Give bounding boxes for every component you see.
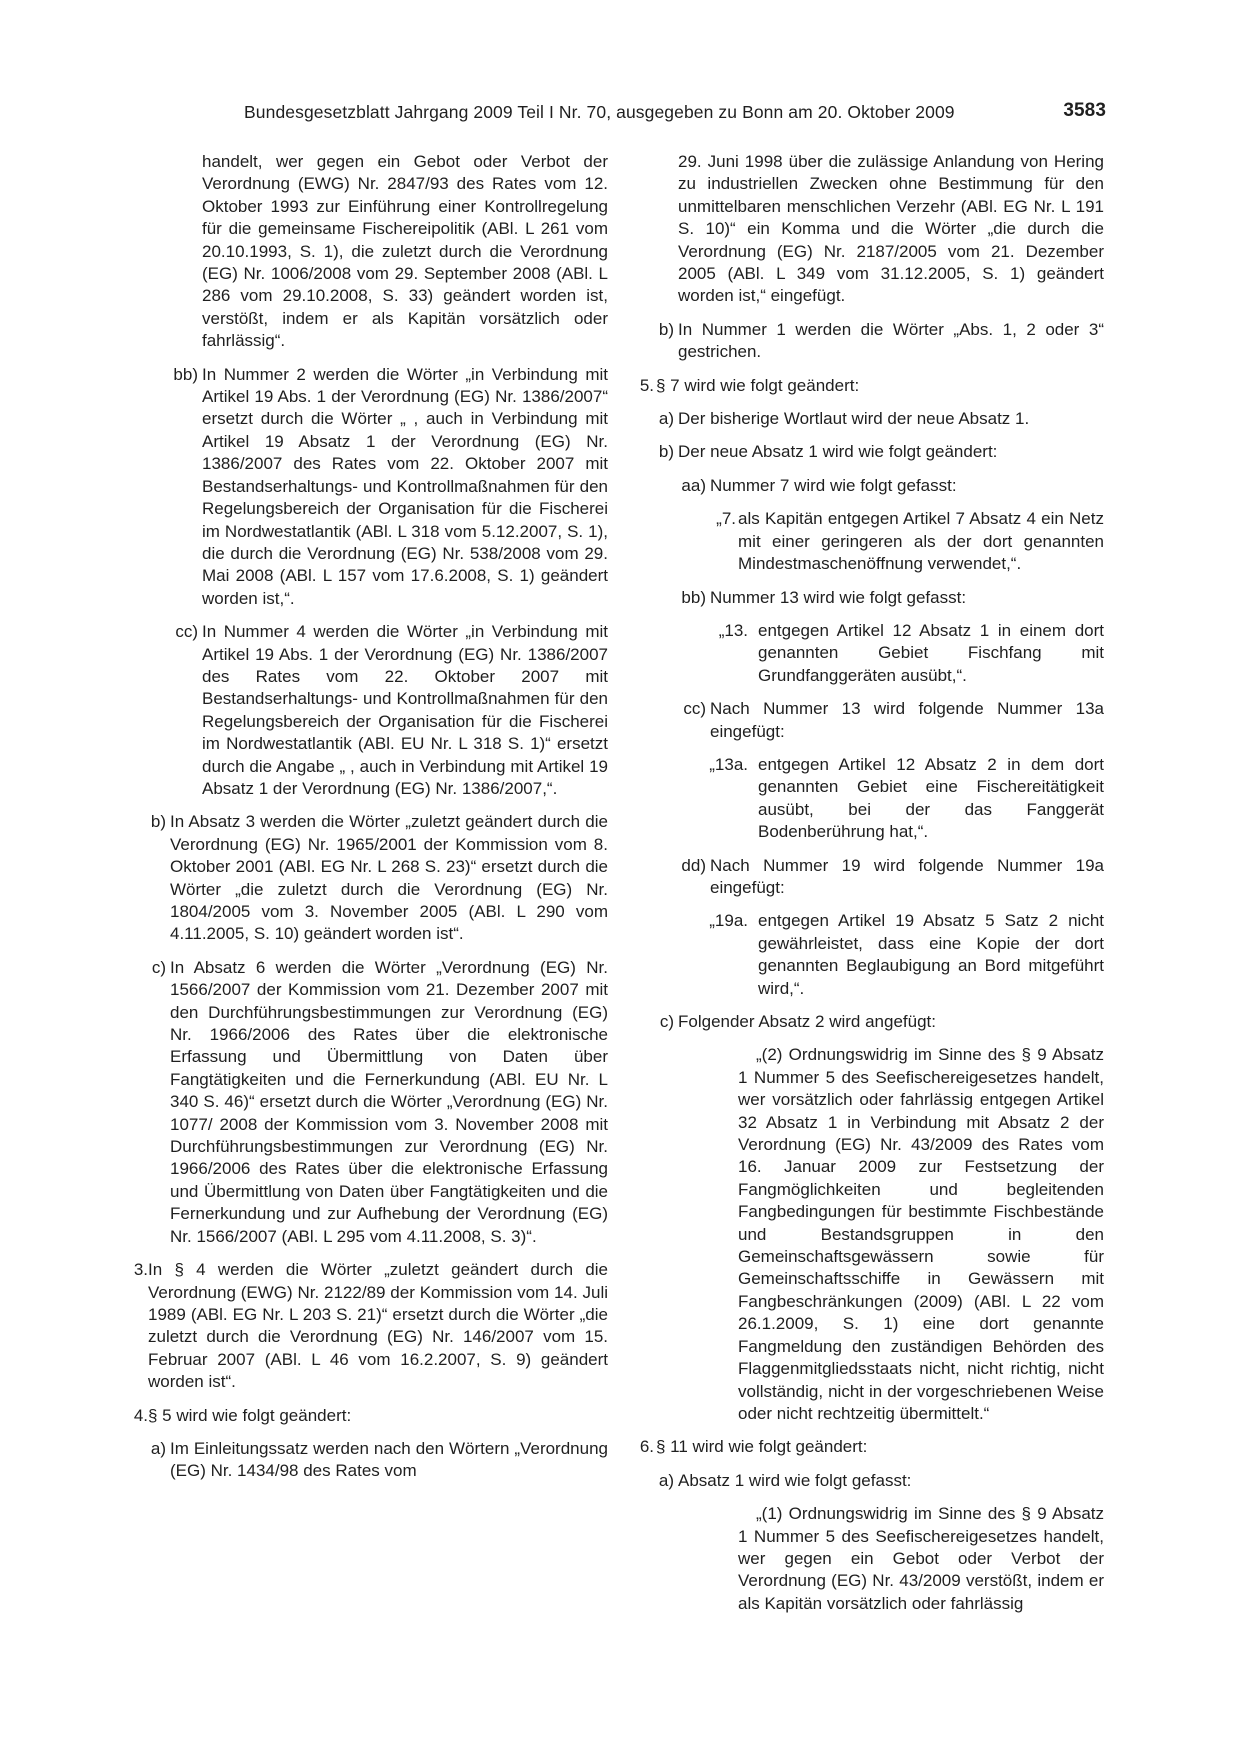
item-text: Nummer 13 wird wie folgt gefasst: (710, 587, 967, 607)
item-text: § 7 wird wie folgt geändert: (656, 375, 860, 395)
item-text: In Nummer 4 werden die Wörter „in Verbindung mit Artikel 19 Abs. 1 der Verordnung (EG) Nr. 1386/2007 des Rates vom 22. Oktober 2007 mit Bestandserhaltungs- und Kontrollmaßnahmen für den Regelungsbereich der Organisation für die Fischerei im Nordwestatlantik (ABl. EU Nr. L 318 S. 1)“ ersetzt durch die Angabe „ , auch in Verbindung mit Artikel 19 Absatz 1 der Verordnung (EG) Nr. 1386/2007,“. (202, 622, 608, 798)
right-column (640, 151, 1104, 1615)
item-label: 4. (133, 1405, 148, 1425)
item-text: Folgender Absatz 2 wird angefügt: (678, 1012, 936, 1031)
item-label: c) (659, 1012, 674, 1031)
item-label: bb) (681, 587, 706, 607)
item-text: Der bisherige Wortlaut wird der neue Absatz 1. (678, 409, 1030, 429)
item-text: „(1) Ordnungswidrig im Sinne des § 9 Absatz 1 Nummer 5 des Seefischereigesetzes handelt, wer gegen ein Gebot oder Verbot der Verordnung (EG) Nr. 43/2009 verstößt, indem er als Kapitän vorsätzlich oder fahrlässig (738, 1504, 1104, 1613)
paragraph-item (640, 855, 1104, 900)
item-label: aa) (681, 475, 706, 495)
item-text: Der neue Absatz 1 wird wie folgt geändert: (678, 442, 998, 462)
item-label: b) (658, 319, 674, 339)
item-label: „19a. (709, 911, 748, 931)
item-label: b) (658, 442, 674, 462)
item-label: cc) (683, 699, 706, 719)
item-text: handelt, wer gegen ein Gebot oder Verbot der Verordnung (EWG) Nr. 2847/93 des Rates vom 12. Oktober 1993 zur Einführung einer Kontrollregelung für die gemeinsame Fischereipolitik (ABl. L 261 vom 20.10.1993, S. 1), die zuletzt durch die Verordnung (EG) Nr. 1006/2008 vom 29. September 2008 (ABl. L 286 vom 29.10.2008, S. 33) geändert worden ist, verstößt, indem er als Kapitän vorsätzlich oder fahrlässig“. (202, 152, 608, 351)
item-label: „13. (718, 620, 748, 640)
item-label: „7. (716, 509, 736, 529)
item-text: „(2) Ordnungswidrig im Sinne des § 9 Absatz 1 Nummer 5 des Seefischereigesetzes handelt, wer vorsätzlich oder fahrlässig entgegen Artikel 32 Absatz 1 in Verbindung mit Absatz 2 der Verordnung (EG) Nr. 43/2009 des Rates vom 16. Januar 2009 zur Festsetzung der Fangmöglichkeiten und begleitenden Fangbedingungen für bestimmte Fischbestände und Bestandsgruppen in den Gemeinschaftsgewässern sowie für Gemeinschaftsschiffe in Gewässern mit Fangbeschränkungen (2009) (ABl. L 22 vom 26.1.2009, S. 1) eine dort genannte Fangmeldung den zuständigen Behörden des Flaggenmitgliedsstaats nicht, nicht richtig, nicht vollständig, nicht in der vorgeschriebenen Weise oder nicht rechtzeitig übermittelt.“ (738, 1045, 1104, 1423)
item-text: entgegen Artikel 19 Absatz 5 Satz 2 nicht gewährleistet, dass eine Kopie der dort genannten Beglaubigung an Bord mitgeführt wird,“. (758, 911, 1104, 998)
paragraph-item (640, 151, 1104, 308)
item-label: c) (151, 957, 166, 977)
paragraph-item (640, 1011, 1104, 1033)
paragraph-item (136, 957, 608, 1248)
item-label: cc) (175, 622, 198, 642)
item-text: Absatz 1 wird wie folgt gefasst: (678, 1470, 912, 1490)
paragraph-item (640, 1470, 1104, 1492)
paragraph-item (640, 1503, 1104, 1615)
paragraph-item (136, 151, 608, 353)
item-text: Nummer 7 wird wie folgt gefasst: (710, 475, 957, 495)
item-text: entgegen Artikel 12 Absatz 1 in einem dort genannten Gebiet Fischfang mit Grundfanggeräten ausübt,“. (758, 620, 1104, 685)
item-label: bb) (173, 364, 198, 384)
item-label: „13a. (709, 754, 748, 774)
item-label: a) (658, 409, 674, 429)
running-header (244, 100, 1106, 128)
item-text: In § 4 werden die Wörter „zuletzt geändert durch die Verordnung (EWG) Nr. 2122/89 der Kommission vom 14. Juli 1989 (ABl. EG Nr. L 203 S. 21)“ ersetzt durch die Wörter „die zuletzt durch die Verordnung (EG) Nr. 146/2007 vom 15. Februar 2007 (ABl. L 46 vom 16.2.2007, S. 9) geändert worden ist“. (148, 1260, 608, 1392)
item-text: In Nummer 2 werden die Wörter „in Verbindung mit Artikel 19 Abs. 1 der Verordnung (EG) Nr. 1386/2007“ ersetzt durch die Wörter „ , auch in Verbindung mit Artikel 19 Absatz 1 der Verordnung (EG) Nr. 1386/2007 des Rates vom 22. Oktober 2007 mit Bestandserhaltungs- und Kontrollmaßnahmen für den Regelungsbereich der Organisation für die Fischerei im Nordwestatlantik (ABl. L 318 vom 5.12.2007, S. 1), die durch die Verordnung (EG) Nr. 538/2008 vom 29. Mai 2008 (ABl. L 157 vom 17.6.2008, S. 1) geändert worden ist,“. (202, 364, 608, 608)
item-text: Im Einleitungssatz werden nach den Wörtern „Verordnung (EG) Nr. 1434/98 des Rates vom (170, 1438, 608, 1481)
paragraph-item (640, 698, 1104, 743)
item-text: Nach Nummer 19 wird folgende Nummer 19a eingefügt: (710, 855, 1104, 897)
item-text: In Absatz 3 werden die Wörter „zuletzt geändert durch die Verordnung (EG) Nr. 1965/2001 der Kommission vom 8. Oktober 2001 (ABl. EG Nr. L 268 S. 23)“ ersetzt durch die Wörter „die zuletzt durch die Verordnung (EG) Nr. 1804/2005 vom 3. November 2005 (ABl. L 290 vom 4.11.2005, S. 10) geändert worden ist“. (170, 812, 608, 944)
paragraph-item (640, 508, 1104, 575)
paragraph-item (136, 364, 608, 610)
item-text: § 11 wird wie folgt geändert: (656, 1437, 868, 1457)
paragraph-item (640, 441, 1104, 463)
paragraph-item (136, 1438, 608, 1483)
item-text: § 5 wird wie folgt geändert: (148, 1405, 352, 1425)
header-title: Bundesgesetzblatt Jahrgang 2009 Teil I Nr. 70, ausgegeben zu Bonn am 20. Oktober 2009 (244, 102, 955, 122)
paragraph-item (136, 811, 608, 945)
paragraph-item (640, 587, 1104, 609)
paragraph-item (640, 1436, 1104, 1458)
item-label: dd) (681, 855, 706, 875)
item-text: entgegen Artikel 12 Absatz 2 in dem dort genannten Gebiet eine Fischereitätigkeit ausübt, bei der das Fanggerät Bodenberührung hat,“. (758, 754, 1104, 842)
paragraph-item (640, 475, 1104, 497)
item-label: 3. (133, 1260, 148, 1280)
item-text: 29. Juni 1998 über die zulässige Anlandung von Hering zu industriellen Zwecken ohne Bestimmung für den unmittelbaren menschlichen Verzehr (ABl. EG Nr. L 191 S. 10)“ ein Komma und die Wörter „die durch die Verordnung (EG) Nr. 2187/2005 vom 21. Dezember 2005 (ABl. L 349 vom 31.12.2005, S. 1) geändert worden ist,“ eingefügt. (678, 152, 1104, 306)
item-text: als Kapitän entgegen Artikel 7 Absatz 4 ein Netz mit einer geringeren als der dort genannten Mindestmaschenöffnung verwendet,“. (738, 509, 1104, 574)
paragraph-item (640, 910, 1104, 1000)
paragraph-item (640, 375, 1104, 397)
paragraph-item (133, 1259, 608, 1393)
item-label: 5. (639, 375, 654, 395)
item-label: 6. (639, 1437, 654, 1457)
item-label: b) (150, 812, 166, 832)
paragraph-item (133, 1405, 608, 1427)
paragraph-item (640, 620, 1104, 687)
paragraph-item (640, 319, 1104, 364)
item-label: a) (150, 1438, 166, 1458)
left-column (133, 151, 608, 1483)
item-text: In Absatz 6 werden die Wörter „Verordnung (EG) Nr. 1566/2007 der Kommission vom 21. Dezember 2007 mit den Durchführungsbestimmungen zur Verordnung (EG) Nr. 1966/2006 des Rates über die elektronische Erfassung und Übermittlung von Daten über Fangtätigkeiten und die Fernerkundung (ABl. EU Nr. L 340 S. 46)“ ersetzt durch die Wörter „Verordnung (EG) Nr. 1077/ 2008 der Kommission vom 3. November 2008 mit Durchführungsbestimmungen zur Verordnung (EG) Nr. 1966/2006 des Rates über die elektronische Erfassung und Übermittlung von Daten über Fangtätigkeiten und die Fernerkundung und zur Aufhebung der Verordnung (EG) Nr. 1566/2007 (ABl. L 295 vom 4.11.2008, S. 3)“. (170, 957, 608, 1246)
paragraph-item (136, 621, 608, 800)
paragraph-item (640, 1044, 1104, 1425)
item-label: a) (658, 1470, 674, 1490)
paragraph-item (640, 754, 1104, 844)
paragraph-item (640, 408, 1104, 430)
item-text: Nach Nummer 13 wird folgende Nummer 13a eingefügt: (710, 699, 1104, 741)
item-text: In Nummer 1 werden die Wörter „Abs. 1, 2 oder 3“ gestrichen. (678, 319, 1104, 362)
page-number: 3583 (1063, 100, 1106, 121)
